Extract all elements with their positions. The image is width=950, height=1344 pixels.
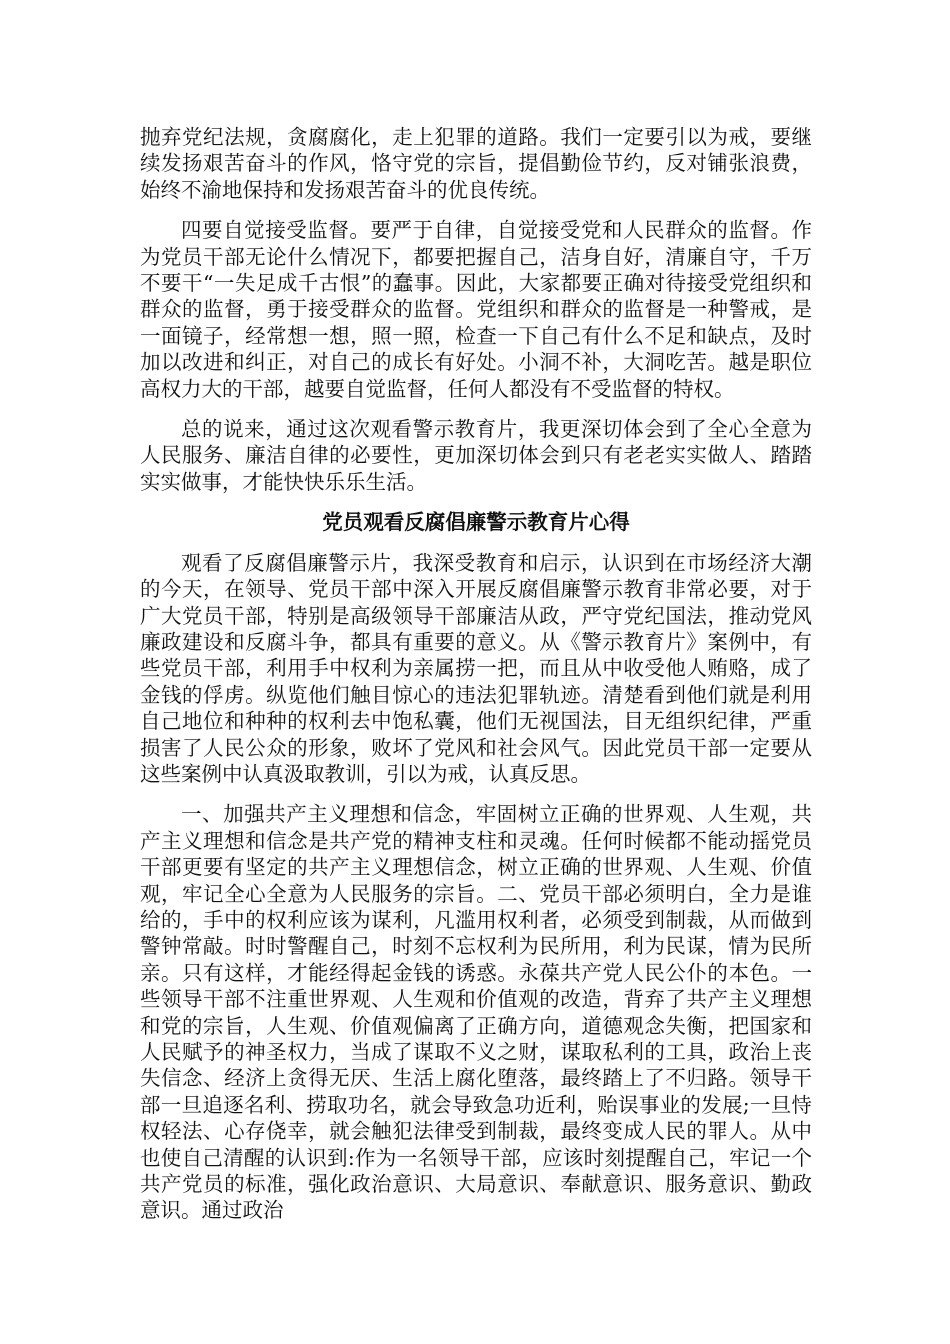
paragraph-point-one: 一、加强共产主义理想和信念，牢固树立正确的世界观、人生观，共产主义理想和信念是共产党的精神支柱和灵魂。任何时候都不能动摇党员干部更要有坚定的共产主义理想信念，树立正确的世界观、人生观、价值观，牢记全心全意为人民服务的宗旨。二、党员干部必须明白，全力是谁给的，手中的权利应该为谋利，凡滥用权利者，必须受到制裁，从而做到警钟常敲。时时警醒自己，时刻不忘权利为民所用，利为民谋，情为民所亲。只有这样，才能经得起金钱的诱惑。永葆共产党人民公仆的本色。一些领导干部不注重世界观、人生观和价值观的改造，背弃了共产主义理想和党的宗旨，人生观、价值观偏离了正确方向，道德观念失衡，把国家和人民赋予的神圣权力，当成了谋取不义之财，谋取私利的工具，政治上丧失信念、经济上贪得无厌、生活上腐化堕落，最终踏上了不归路。领导干部一旦追逐名利、捞取功名，就会导致急功近利，贻误事业的发展;一旦恃权轻法、心存侥幸，就会触犯法律受到制裁，最终变成人民的罪人。从中也使自己清醒的认识到:作为一名领导干部，应该时刻提醒自己，牢记一个共产党员的标准，强化政治意识、大局意识、奉献意识、服务意识、勤政意识。通过政治 — [140, 802, 812, 1223]
section-heading: 党员观看反腐倡廉警示教育片心得 — [322, 510, 630, 535]
document-page — [140, 124, 812, 1238]
paragraph-intro: 观看了反腐倡廉警示片，我深受教育和启示，认识到在市场经济大潮的今天，在领导、党员干部中深入开展反腐倡廉警示教育非常必要，对于广大党员干部，特别是高级领导干部廉洁从政，严守党纪国法，推动党风廉政建设和反腐斗争，都具有重要的意义。从《警示教育片》案例中，有些党员干部，利用手中权利为亲属捞一把，而且从中收受他人贿赂，成了金钱的俘虏。纵览他们触目惊心的违法犯罪轨迹。清楚看到他们就是利用自己地位和种种的权利去中饱私囊，他们无视国法，目无组织纪律，严重损害了人民公众的形象，败坏了党风和社会风气。因此党员干部一定要从这些案例中认真汲取教训，引以为戒，认真反思。 — [140, 550, 812, 786]
paragraph-continuation: 抛弃党纪法规，贪腐腐化，走上犯罪的道路。我们一定要引以为戒，要继续发扬艰苦奋斗的作风，恪守党的宗旨，提倡勤俭节约，反对铺张浪费，始终不渝地保持和发扬艰苦奋斗的优良传统。 — [140, 125, 812, 202]
paragraph-accept-supervision: 四要自觉接受监督。要严于自律，自觉接受党和人民群众的监督。作为党员干部无论什么情况下，都要把握自己，洁身自好，清廉自守，千万不要干“一失足成千古恨”的蠢事。因此，大家都要正确对待接受党组织和群众的监督，勇于接受群众的监督。党组织和群众的监督是一种警戒，是一面镜子，经常想一想，照一照，检查一下自己有什么不足和缺点，及时加以改进和纠正，对自己的成长有好处。小洞不补，大洞吃苦。越是职位高权力大的干部，越要自觉监督，任何人都没有不受监督的特权。 — [140, 218, 812, 401]
paragraph-summary: 总的说来，通过这次观看警示教育片，我更深切体会到了全心全意为人民服务、廉洁自律的必要性，更加深切体会到只有老老实实做人、踏踏实实做事，才能快快乐乐生活。 — [140, 417, 812, 494]
